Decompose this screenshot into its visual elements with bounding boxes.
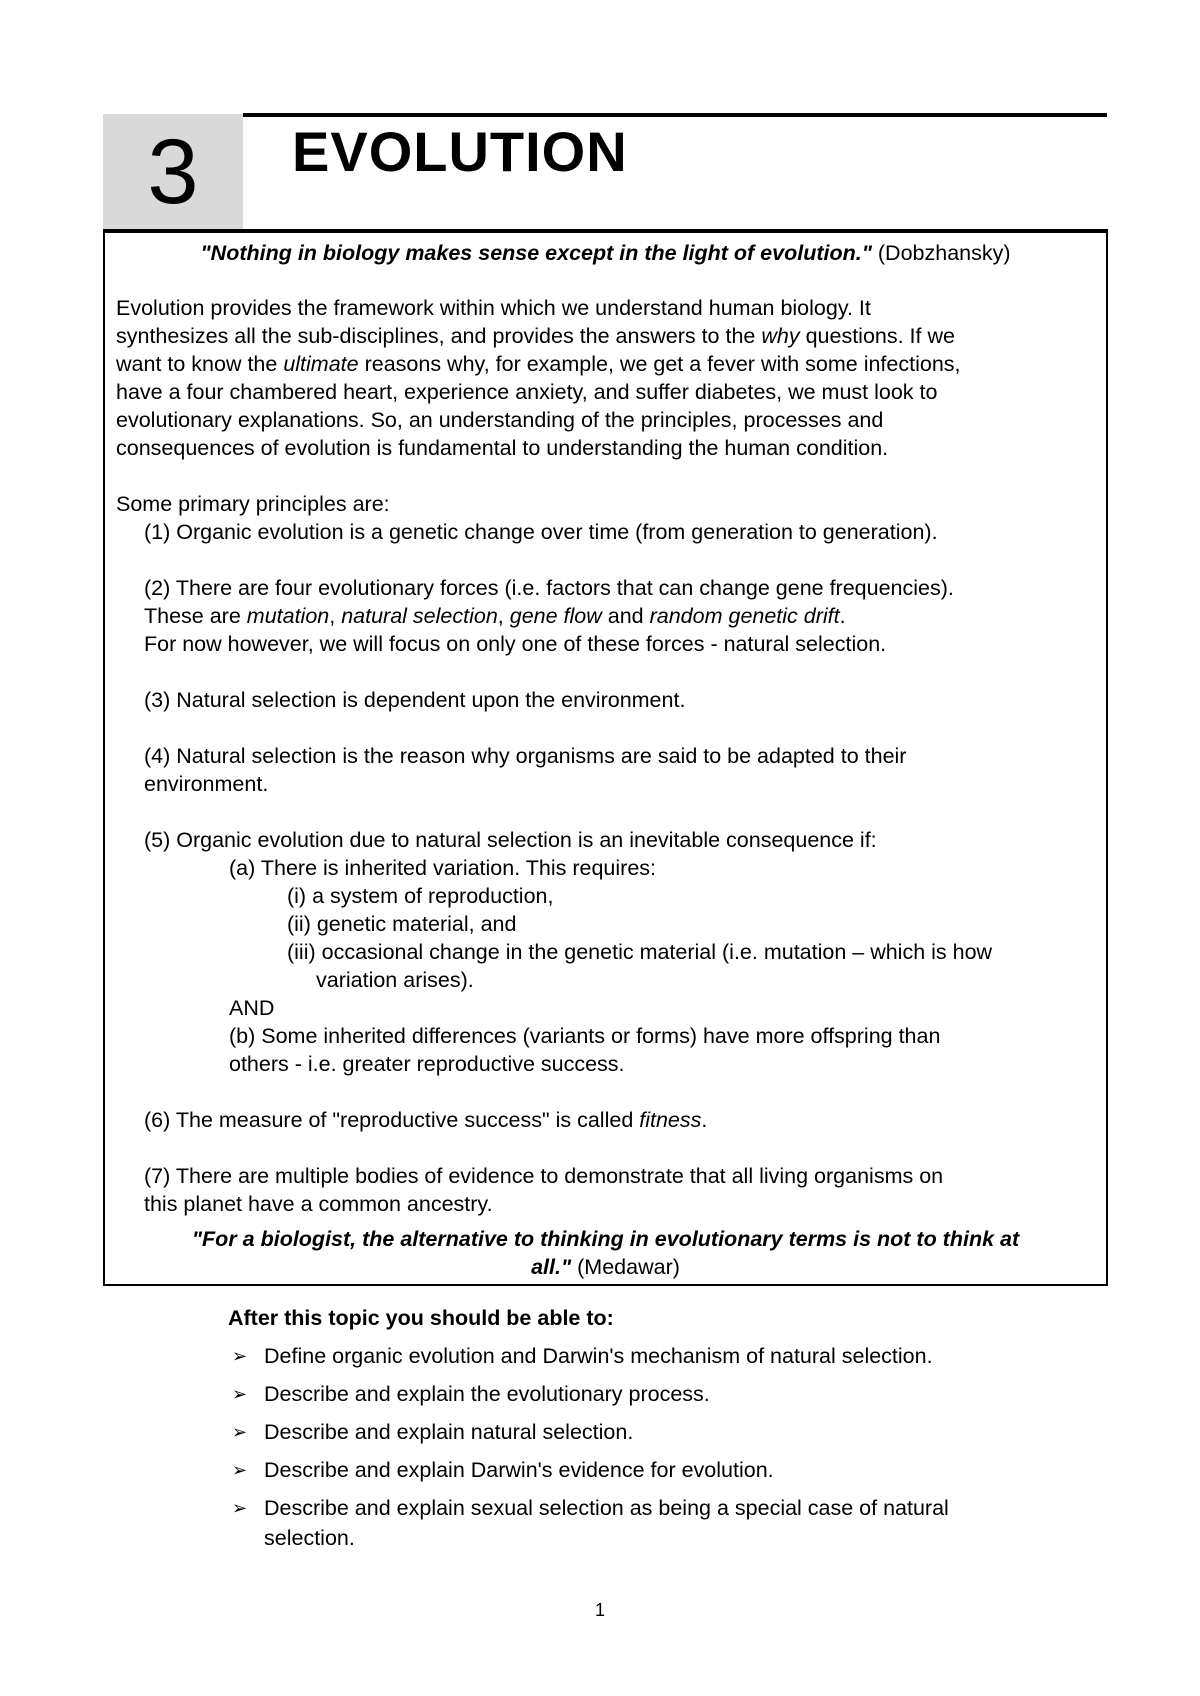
para1-line5: evolutionary explanations. So, an understanding of the principles, processes and bbox=[116, 408, 884, 432]
para1-line1: Evolution provides the framework within which we understand human biology. It bbox=[116, 296, 871, 320]
principle-5-and: AND bbox=[229, 996, 275, 1020]
objectives-heading: After this topic you should be able to: bbox=[228, 1306, 614, 1330]
arrow-bullet-icon: ➢ bbox=[232, 1384, 248, 1404]
principle-5a-iii-line2: variation arises). bbox=[316, 968, 474, 992]
para1-line4: have a four chambered heart, experience anxiety, and suffer diabetes, we must look to bbox=[116, 380, 938, 404]
principle-4-line1: (4) Natural selection is the reason why organisms are said to be adapted to their bbox=[144, 744, 907, 768]
principle-1: (1) Organic evolution is a genetic change over time (from generation to generation). bbox=[144, 520, 938, 544]
arrow-bullet-icon: ➢ bbox=[232, 1460, 248, 1480]
principle-5a-ii: (ii) genetic material, and bbox=[287, 912, 517, 936]
chapter-title: EVOLUTION bbox=[292, 120, 628, 183]
quote-bottom-line1: "For a biologist, the alternative to thinking in evolutionary terms is not to think at bbox=[191, 1227, 1020, 1251]
principle-3: (3) Natural selection is dependent upon the environment. bbox=[144, 688, 686, 712]
intro-box bbox=[103, 229, 1108, 1286]
arrow-bullet-icon: ➢ bbox=[232, 1498, 248, 1518]
principle-5a-i: (i) a system of reproduction, bbox=[287, 884, 554, 908]
principle-5a: (a) There is inherited variation. This requires: bbox=[229, 856, 657, 880]
principle-5-line1: (5) Organic evolution due to natural selection is an inevitable consequence if: bbox=[144, 828, 877, 852]
para1-line3: want to know the ultimate reasons why, for example, we get a fever with some infections, bbox=[116, 352, 961, 376]
para1-line6: consequences of evolution is fundamental to understanding the human condition. bbox=[116, 436, 889, 460]
para1-line2: synthesizes all the sub-disciplines, and provides the answers to the why questions. If we bbox=[116, 324, 955, 348]
principle-7-line1: (7) There are multiple bodies of evidence to demonstrate that all living organisms on bbox=[144, 1164, 944, 1188]
quote-top: "Nothing in biology makes sense except in the light of evolution." (Dobzhansky) bbox=[200, 241, 1011, 265]
principle-5b-line1: (b) Some inherited differences (variants or forms) have more offspring than bbox=[229, 1024, 941, 1048]
arrow-bullet-icon: ➢ bbox=[232, 1346, 248, 1366]
principle-2-line1: (2) There are four evolutionary forces (i.e. factors that can change gene frequencies). bbox=[144, 576, 954, 600]
principle-4-line2: environment. bbox=[144, 772, 269, 796]
principle-7-line2: this planet have a common ancestry. bbox=[144, 1192, 493, 1216]
chapter-number-box bbox=[103, 114, 243, 231]
page-number: 1 bbox=[594, 1600, 605, 1620]
quote-bottom-line2: all." (Medawar) bbox=[531, 1255, 680, 1279]
title-rule bbox=[243, 113, 1107, 117]
principles-intro: Some primary principles are: bbox=[116, 492, 390, 516]
principle-2-line2: These are mutation, natural selection, gene flow and random genetic drift. bbox=[144, 604, 846, 628]
principle-2-line3: For now however, we will focus on only one of these forces - natural selection. bbox=[144, 632, 887, 656]
chapter-number: 3 bbox=[147, 121, 199, 223]
arrow-bullet-icon: ➢ bbox=[232, 1422, 248, 1442]
principle-5b-line2: others - i.e. greater reproductive success. bbox=[229, 1052, 625, 1076]
principle-5a-iii-line1: (iii) occasional change in the genetic material (i.e. mutation – which is how bbox=[287, 940, 993, 964]
principle-6: (6) The measure of "reproductive success" is called fitness. bbox=[144, 1108, 708, 1132]
